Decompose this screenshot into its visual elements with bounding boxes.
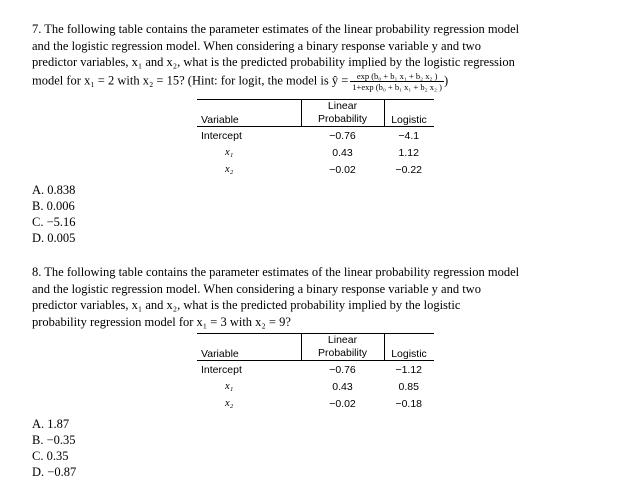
header-linear: Linear (327, 100, 358, 112)
hint-denominator: 1+exp (b₀ + b₁ x₁ + b₂ x₂ ) (352, 81, 442, 92)
table-row (197, 361, 434, 379)
cell-logistic: −4.1 (398, 129, 420, 142)
table-row (197, 161, 434, 178)
q8-parameter-table (197, 333, 434, 412)
q7-options (32, 182, 76, 246)
header-linear-probability (301, 334, 384, 361)
logit-hint-fraction (350, 71, 444, 92)
q8-line-2: and the logistic regression model. When considering a binary response variable y and two (32, 281, 481, 296)
q7-line-1: 7. The following table contains the parameter estimates of the linear probability regression model (32, 22, 520, 36)
table-row (197, 395, 434, 412)
table-row (197, 378, 434, 395)
header-variable: Variable (197, 334, 301, 361)
table-header-row (197, 334, 434, 361)
header-probability: Probability (317, 113, 368, 125)
cell-linear: −0.76 (329, 129, 356, 142)
cell-logistic: −0.22 (395, 163, 423, 176)
q7-parameter-table (197, 99, 434, 178)
header-variable: Variable (197, 100, 301, 127)
q8-line-3: predictor variables, x₁ and x₂, what is the predicted probability implied by the logistic (32, 298, 461, 312)
cell-logistic: −0.18 (395, 397, 423, 410)
table-row (197, 144, 434, 161)
option-c: C. −5.16 (32, 215, 76, 229)
cell-linear: −0.02 (329, 397, 356, 410)
q7-line-4 (32, 71, 519, 92)
cell-variable: x₁ (225, 147, 234, 158)
q7-line-2: and the logistic regression model. When considering a binary response variable y and two (32, 38, 481, 53)
cell-logistic: −1.12 (395, 363, 423, 376)
q8-line-4: probability regression model for x₁ = 3 with x₂ = 9? (32, 314, 291, 329)
table-row (197, 127, 434, 145)
cell-linear: 0.43 (332, 146, 353, 159)
header-logistic: Logistic (384, 100, 434, 127)
option-d: D. −0.87 (32, 465, 77, 479)
option-c: C. 0.35 (32, 449, 69, 463)
question-7-text (32, 21, 519, 92)
option-a: A. 1.87 (32, 417, 70, 431)
cell-logistic: 0.85 (398, 380, 419, 393)
hint-close-paren: ) (443, 72, 449, 87)
header-linear: Linear (327, 334, 358, 346)
table-header-row (197, 100, 434, 127)
question-8-text (32, 264, 519, 330)
header-linear-probability (301, 100, 384, 127)
cell-linear: 0.43 (332, 380, 353, 393)
cell-variable: x₂ (225, 164, 234, 175)
cell-linear: −0.76 (329, 363, 356, 376)
q8-line-1: 8. The following table contains the parameter estimates of the linear probability regression model (32, 265, 520, 279)
option-d: D. 0.005 (32, 231, 76, 245)
q8-options (32, 416, 76, 480)
cell-variable: x₂ (225, 398, 234, 409)
header-probability: Probability (317, 347, 368, 359)
q7-line-3: predictor variables, x₁ and x₂, what is the predicted probability implied by the logistic regression (32, 55, 515, 69)
cell-linear: −0.02 (329, 163, 356, 176)
cell-variable: x₁ (225, 381, 234, 392)
cell-variable: Intercept (201, 129, 242, 142)
header-logistic: Logistic (384, 334, 434, 361)
q7-line-4-text: model for x₁ = 2 with x₂ = 15? (Hint: for logit, the model is ŷ = (32, 72, 349, 87)
hint-numerator: exp (b₀ + b₁ x₁ + b₂ x₂ ) (350, 71, 444, 82)
cell-logistic: 1.12 (398, 146, 419, 159)
option-a: A. 0.838 (32, 183, 76, 197)
option-b: B. −0.35 (32, 433, 76, 447)
cell-variable: Intercept (201, 363, 242, 376)
option-b: B. 0.006 (32, 199, 75, 213)
